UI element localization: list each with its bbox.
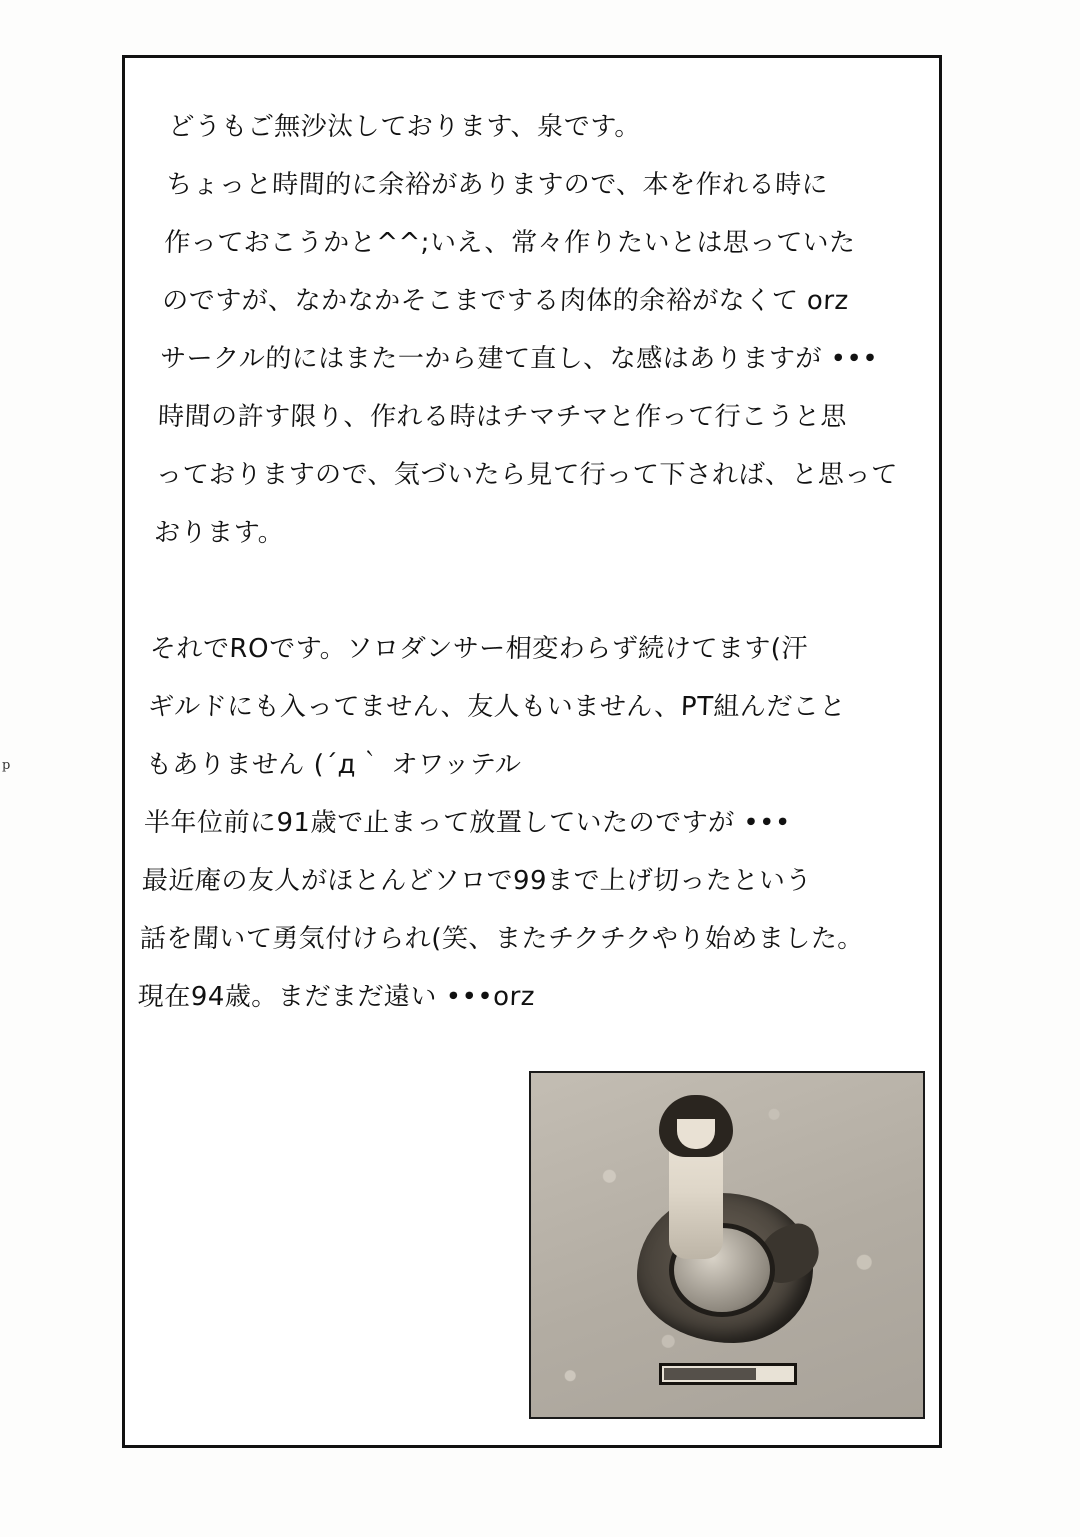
text-line: っておりますので、気づいたら見て行って下されば、と思って bbox=[155, 460, 899, 490]
paragraph-ro bbox=[137, 620, 909, 1026]
text-line: それでROです。ソロダンサー相変わらず続けてます(汗 bbox=[149, 634, 809, 664]
game-screenshot bbox=[529, 1071, 925, 1419]
text-line: 現在94歳。まだまだ遠い •••orz bbox=[137, 982, 536, 1012]
afterword-text bbox=[137, 98, 927, 1026]
text-line: 話を聞いて勇気付けられ(笑、またチクチクやり始めました。 bbox=[139, 924, 865, 954]
text-line: 最近庵の友人がほとんどソロで99まで上げ切ったという bbox=[141, 866, 813, 896]
text-line: 作っておこうかと^^;いえ、常々作りたいとは思っていた bbox=[163, 228, 857, 258]
text-line: ギルドにも入ってません、友人もいません、PT組んだこと bbox=[147, 692, 847, 722]
text-line: どうもご無沙汰しております、泉です。 bbox=[167, 112, 642, 142]
text-line: もありません (´д｀ オワッテル bbox=[145, 750, 522, 780]
hp-bar bbox=[659, 1363, 797, 1385]
paragraph-greeting bbox=[153, 98, 927, 562]
text-line: のですが、なかなかそこまでする肉体的余裕がなくて orz bbox=[161, 286, 850, 316]
text-line: ちょっと時間的に余裕がありますので、本を作れる時に bbox=[165, 170, 829, 200]
text-line: おります。 bbox=[153, 518, 285, 548]
text-line: 半年位前に91歳で止まって放置していたのですが ••• bbox=[143, 808, 792, 838]
page-edge-mark: p bbox=[2, 758, 11, 773]
text-line: サークル的にはまた一から建て直し、な感はありますが ••• bbox=[159, 344, 879, 374]
page-frame bbox=[122, 55, 942, 1448]
hp-bar-fill bbox=[664, 1368, 756, 1380]
text-line: 時間の許す限り、作れる時はチマチマと作って行こうと思 bbox=[157, 402, 848, 432]
